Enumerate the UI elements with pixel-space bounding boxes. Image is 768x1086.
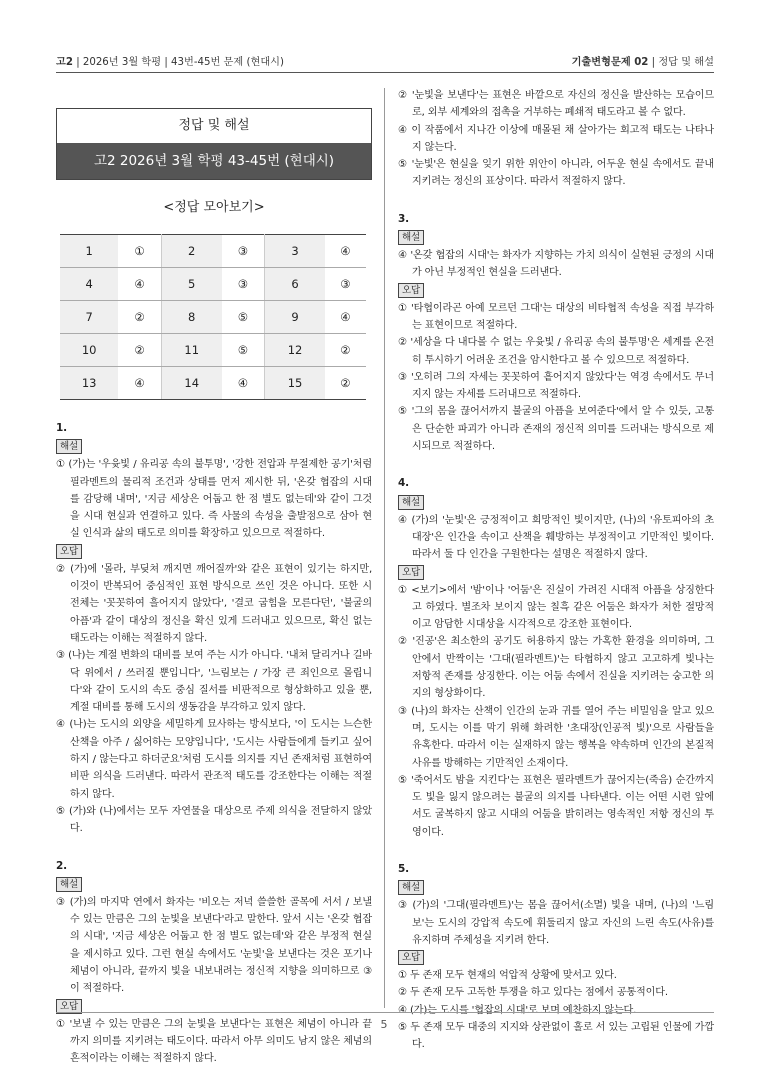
- page-header: [56, 50, 714, 68]
- answer-row: [60, 367, 366, 400]
- header-exam: 2026년 3월 학평: [82, 57, 162, 68]
- explanation-item: ② '눈빛을 보낸다'는 표현은 바깥으로 자신의 정신을 발산하는 모습이므로, 외부 세계와의 접촉을 거부하는 폐쇄적 태도라고 볼 수 없다.: [398, 90, 714, 119]
- answer-question-number: 10: [60, 334, 118, 367]
- header-section: 정답 및 해설: [658, 57, 714, 68]
- answer-question-number: 4: [60, 268, 118, 301]
- explanation-item: ② '세상을 다 내다볼 수 없는 우윳빛 / 유리공 속의 불투명'은 세계를 온전히 투시하기 어려운 조건을 암시한다고 볼 수 있으므로 적절하다.: [398, 337, 714, 366]
- answer-choice: ⑤: [222, 334, 265, 367]
- q3-number: 3.: [398, 212, 409, 225]
- answer-choice: ②: [325, 367, 366, 400]
- q1-number: 1.: [56, 422, 67, 434]
- answer-choice: ②: [118, 301, 161, 334]
- q5-exp-tag: 해설: [398, 880, 424, 895]
- answer-question-number: 3: [265, 235, 325, 268]
- answer-row: [60, 301, 366, 334]
- q1-exp-tag: 해설: [56, 439, 82, 454]
- answer-question-number: 15: [265, 367, 325, 400]
- header-grade: 고2: [56, 57, 73, 68]
- q4-wrong-tag: 오답: [398, 565, 424, 580]
- title-box-top: 정답 및 해설: [57, 109, 371, 143]
- q2-exp-tag: 해설: [56, 877, 82, 892]
- q5-wrong-tag: 오답: [398, 950, 424, 965]
- answer-question-number: 11: [161, 334, 221, 367]
- explanation-item: ② '진공'은 최소한의 공기도 허용하지 않는 가혹한 환경을 의미하며, 그 안에서 반짝이는 '그대(필라멘트)'는 타협하지 않고 고고하게 빛나는 저항적 존재를 상징한다. 이는 어둠 속에서 진실을 지키려는 숭고한 의지의 형상화이다.: [398, 636, 714, 700]
- answer-choice: ③: [222, 268, 265, 301]
- answer-choice: ③: [222, 235, 265, 268]
- explanation-item: ⑤ '죽어서도 밤을 지킨다'는 표현은 필라멘트가 끊어지는(죽음) 순간까지도 빛을 잃지 않으려는 불굴의 의지를 나타낸다. 이는 어떤 시련 앞에서도 굴복하지 않고 시대의 어둠을 밝히려는 영속적인 저항 정신의 투영이다.: [398, 774, 714, 838]
- q4-exp-tag: 해설: [398, 495, 424, 510]
- answer-choice: ①: [118, 235, 161, 268]
- answer-question-number: 14: [161, 367, 221, 400]
- explanation-item: ① 두 존재 모두 현재의 억압적 상황에 맞서고 있다.: [398, 970, 617, 982]
- answer-question-number: 2: [161, 235, 221, 268]
- explanation-item: ① '타협이라곤 아예 모르던 그대'는 대상의 비타협적 속성을 직접 부각하는 표현이므로 적절하다.: [398, 302, 714, 331]
- q4-number: 4.: [398, 477, 409, 490]
- explanation-item: ③ '오히려 그의 자세는 꼿꼿하여 흩어지지 않았다'는 역경 속에서도 무너지지 않는 자세를 드러내므로 적절하다.: [398, 371, 714, 401]
- q1-wrong-tag: 오답: [56, 544, 82, 559]
- answer-row: [60, 334, 366, 367]
- explanation-item: ② (가)에 '몰라, 부딪쳐 깨지면 깨어질까'와 같은 표현이 있기는 하지만, 이것이 반복되어 중심적인 표현 방식으로 쓰인 것은 아니다. 또한 시 전체는 '꼿꼿하여 흘어지지 않았다', '결코 굽힘을 모른다던', '불굴의 아픔'과 같이 대상의 정신을 확신 있게 드러내고 있으므로, 확신 없는 태도라는 이해는 적절하지 않다.: [56, 563, 372, 644]
- header-series: 기출변형문제 02: [571, 57, 649, 68]
- header-subject: (현대시): [246, 57, 284, 68]
- answer-row: [60, 268, 366, 301]
- explanation-item: ④ (나)는 도시의 외양을 세밀하게 묘사하는 방식보다, '이 도시는 느슨한 산책을 아주 / 싫어하는 모양입니다', '도시는 사람들에게 들키고 싶어 하지 / 않는다고 하더군요'처럼 도시를 의지를 지닌 존재처럼 표현하여 비판 의식을 드러낸다. 따라서 관조적 태도를 강조한다는 이해는 적절하지 않다.: [56, 719, 372, 800]
- explanation-item: ③ (나)의 화자는 산책이 인간의 눈과 귀를 열어 주는 비밀임을 알고 있으며, 도시는 이를 막기 위해 화려한 '초대장(인공적 빛)'으로 사람들을 유혹한다. 따라서 이는 실재하지 않는 행복을 약속하며 인간의 본질적 사유를 방해하는 기만적인 소재이다.: [398, 705, 714, 769]
- explanation-item: ③ (가)의 '그대(필라멘트)'는 몸을 끊어서(소멸) 빛을 내며, (나)의 '느림보'는 도시의 강압적 속도에 휘둘리지 않고 자신의 느린 속도(사유)를 유지하며 주체성을 지키려 한다.: [398, 900, 714, 946]
- answer-row: [60, 235, 366, 268]
- answer-question-number: 13: [60, 367, 118, 400]
- answer-heading: <정답 모아보기>: [163, 200, 265, 215]
- title-box: [56, 108, 372, 180]
- answer-choice: ⑤: [222, 301, 265, 334]
- explanation-item: ② 두 존재 모두 고독한 투쟁을 하고 있다는 점에서 공통적이다.: [398, 987, 668, 999]
- explanation-item: ④ 이 작품에서 지나간 이상에 매몰된 채 살아가는 회고적 태도는 나타나지 않는다.: [398, 124, 714, 153]
- explanation-item: ④ (가)의 '눈빛'은 긍정적이고 희망적인 빛이지만, (나)의 '유토피아의 초대장'은 인간을 속이고 산책을 훼방하는 부정적이고 기만적인 빛이다. 따라서 둘 다 인간을 구원한다는 설명은 적절하지 않다.: [398, 514, 714, 561]
- q2-number: 2.: [56, 859, 67, 872]
- answer-question-number: 7: [60, 301, 118, 334]
- q3-exp-tag: 해설: [398, 230, 424, 245]
- explanation-item: ① (가)는 '우윳빛 / 유리공 속의 불투명', '강한 전압과 무절제한 공기'처럼 필라멘트의 물리적 조건과 상태를 먼저 제시한 뒤, '온갖 협잡의 시대를 감당해 내며', '지금 세상은 어둡고 한 점 별도 없는데'와 같이 그것을 시대 현실과 연결하고 있다. 즉 사물의 속성을 출발점으로 삼아 현실 인식과 삶의 태도로 의미를 확장하고 있으므로 적절하다.: [56, 459, 372, 540]
- explanation-item: ① '보낼 수 있는 만큼은 그의 눈빛을 보낸다'는 표현은 체념이 아니라 끝까지 의미를 지키려는 태도이다. 따라서 아무 의미도 남지 않은 체념의 흔적이라는 이해는 적절하지 않다.: [56, 1018, 372, 1065]
- answer-table: [60, 234, 366, 400]
- answer-choice: ④: [118, 367, 161, 400]
- answer-choice: ④: [325, 301, 366, 334]
- answer-question-number: 6: [265, 268, 325, 301]
- header-left: 고2 | 2026년 3월 학평 | 43번-45번 문제 (현대시): [56, 57, 284, 68]
- explanation-item: ④ (가)는 도시를 '협잡의 시대'로 보며 예찬하지 않는다.: [398, 1004, 637, 1016]
- explanation-item: ⑤ (가)와 (나)에서는 모두 자연물을 대상으로 주제 의식을 전달하지 않았다.: [56, 805, 372, 835]
- header-right: 기출변형문제 02 | 정답 및 해설: [571, 57, 714, 68]
- explanation-item: ① <보기>에서 '밤'이나 '어둠'은 진실이 가려진 시대적 아픔을 상징한다고 하였다. 별조차 보이지 않는 칠흑 같은 어둠은 화자가 처한 절망적이고 암담한 시대상을 시각적으로 강조한 표현이다.: [398, 584, 714, 631]
- title-box-bottom: 고2 2026년 3월 학평 43-45번 (현대시): [57, 143, 371, 179]
- explanation-item: ⑤ '눈빛'은 현실을 잊기 위한 위안이 아니라, 어두운 현실 속에서도 끝내 지키려는 정신의 표상이다. 따라서 적절하지 않다.: [398, 159, 714, 188]
- footer-rule: [56, 1012, 714, 1013]
- explanation-item: ③ (가)의 마지막 연에서 화자는 '비오는 저녁 쓸쓸한 골목에 서서 / 보낼 수 있는 만큼은 그의 눈빛을 보낸다'라고 말한다. 앞서 시는 '온갖 협잡의 시대', '지금 세상은 어둡고 한 점 별도 없는데'와 같은 부정적 현실을 제시하고 있다. 그런 현실 속에서도 '눈빛'을 보낸다는 것은 포기나 체념이 아니라, 끝까지 빛을 내보내려는 정신적 지향을 의미하므로 ③이 적절하다.: [56, 896, 372, 995]
- answer-question-number: 1: [60, 235, 118, 268]
- header-range: 43번-45번 문제: [171, 57, 244, 68]
- page-number: 5: [380, 1018, 388, 1031]
- answer-choice: ②: [325, 334, 366, 367]
- answer-choice: ③: [325, 268, 366, 301]
- answer-question-number: 8: [161, 301, 221, 334]
- answer-question-number: 5: [161, 268, 221, 301]
- explanation-item: ⑤ '그의 몸을 끊어서까지 불굴의 아픔을 보여준다'에서 알 수 있듯, 고통은 단순한 파괴가 아니라 존재의 정신적 의미를 드러내는 방식으로 제시되므로 적절하다.: [398, 406, 714, 453]
- q3-wrong-tag: 오답: [398, 283, 424, 298]
- answer-choice: ④: [222, 367, 265, 400]
- right-column: [398, 87, 714, 1054]
- q2-wrong-tag: 오답: [56, 999, 82, 1014]
- answer-choice: ④: [325, 235, 366, 268]
- explanation-item: ④ '온갖 협잡의 시대'는 화자가 지향하는 가치 의식이 실현된 긍정의 시대가 아닌 부정적인 현실을 드러낸다.: [398, 250, 714, 279]
- q5-number: 5.: [398, 862, 409, 875]
- explanation-item: ③ (나)는 계절 변화의 대비를 보여 주는 시가 아니다. '내쳐 달리거나 길바닥 위에서 / 쓰러질 뿐입니다', '느림보는 / 가장 큰 죄인으로 몰립니다'와 같이 도시의 속도 중심 질서를 비판적으로 형상화하고 있을 뿐, 계절 대비를 통해 도시의 생동감을 부각하고 있지 않다.: [56, 650, 372, 714]
- answer-question-number: 12: [265, 334, 325, 367]
- column-divider: [384, 88, 385, 1008]
- left-column: [56, 420, 372, 1068]
- answer-choice: ④: [118, 268, 161, 301]
- explanation-item: ⑤ 두 존재 모두 대중의 지지와 상관없이 홀로 서 있는 고립된 인물에 가깝다.: [398, 1022, 714, 1051]
- answer-question-number: 9: [265, 301, 325, 334]
- answer-choice: ②: [118, 334, 161, 367]
- header-rule: [56, 72, 714, 73]
